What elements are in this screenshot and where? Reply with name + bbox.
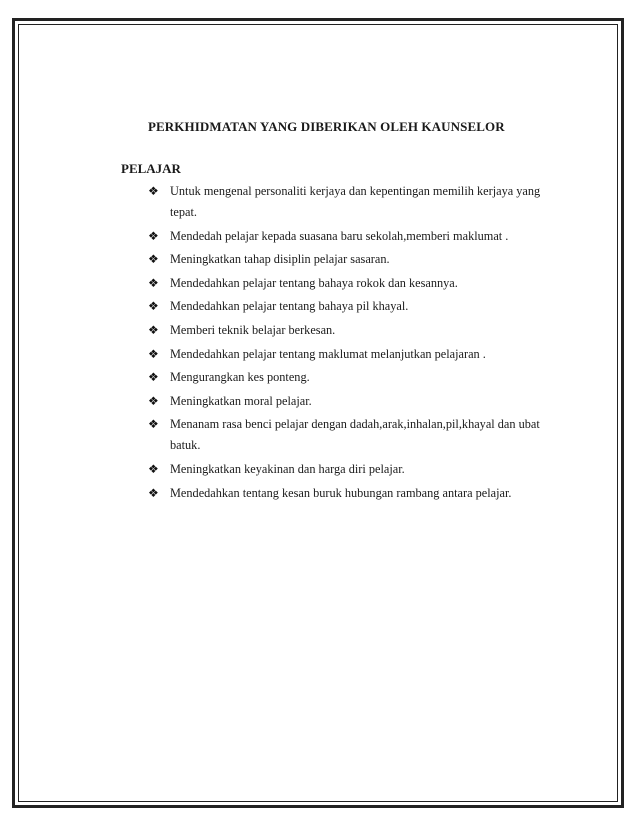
list-item: [148, 296, 548, 317]
diamond-bullet-icon: ❖: [148, 417, 159, 432]
diamond-bullet-icon: ❖: [148, 299, 159, 314]
list-item-text: Meningkatkan moral pelajar.: [170, 393, 312, 408]
list-item: [148, 459, 548, 480]
list-item: [148, 391, 548, 412]
diamond-bullet-icon: ❖: [148, 228, 159, 243]
list-item: [148, 414, 548, 456]
list-item: [148, 181, 548, 223]
diamond-bullet-icon: ❖: [148, 393, 159, 408]
diamond-bullet-icon: ❖: [148, 322, 159, 337]
list-item: [148, 367, 548, 388]
list-item-text: Mendedahkan pelajar tentang maklumat melanjutkan pelajaran .: [170, 346, 486, 361]
diamond-bullet-icon: ❖: [148, 252, 159, 267]
list-item-text: Memberi teknik belajar berkesan.: [170, 322, 336, 337]
document-title: PERKHIDMATAN YANG DIBERIKAN OLEH KAUNSELOR: [148, 119, 505, 134]
list-item-text: Menanam rasa benci pelajar dengan dadah,arak,inhalan,pil,khayal dan ubat batuk.: [170, 417, 540, 453]
diamond-bullet-icon: ❖: [148, 461, 159, 476]
list-item-text: Mendedahkan pelajar tentang bahaya pil khayal.: [170, 299, 409, 314]
list-item-text: Mendedahkan pelajar tentang bahaya rokok dan kesannya.: [170, 275, 458, 290]
section-heading: PELAJAR: [121, 161, 181, 176]
list-item-text: Meningkatkan keyakinan dan harga diri pelajar.: [170, 461, 405, 476]
diamond-bullet-icon: ❖: [148, 184, 159, 198]
diamond-bullet-icon: ❖: [148, 370, 159, 385]
list-item-text: Untuk mengenal personaliti kerjaya dan kepentingan memilih kerjaya yang tepat.: [170, 184, 541, 219]
list-item: [148, 320, 548, 341]
diamond-bullet-icon: ❖: [148, 485, 159, 500]
list-item-text: Meningkatkan tahap disiplin pelajar sasaran.: [170, 252, 390, 267]
list-item: [148, 344, 548, 365]
list-item-text: Mendedahkan tentang kesan buruk hubungan rambang antara pelajar.: [170, 485, 512, 500]
list-item: [148, 273, 548, 294]
diamond-bullet-icon: ❖: [148, 275, 159, 290]
bullet-list: [148, 181, 548, 506]
list-item: [148, 249, 548, 270]
list-item-text: Mengurangkan kes ponteng.: [170, 370, 310, 385]
diamond-bullet-icon: ❖: [148, 346, 159, 361]
list-item: [148, 226, 548, 247]
list-item-text: Mendedah pelajar kepada suasana baru sekolah,memberi maklumat .: [170, 228, 509, 243]
list-item: [148, 483, 548, 504]
